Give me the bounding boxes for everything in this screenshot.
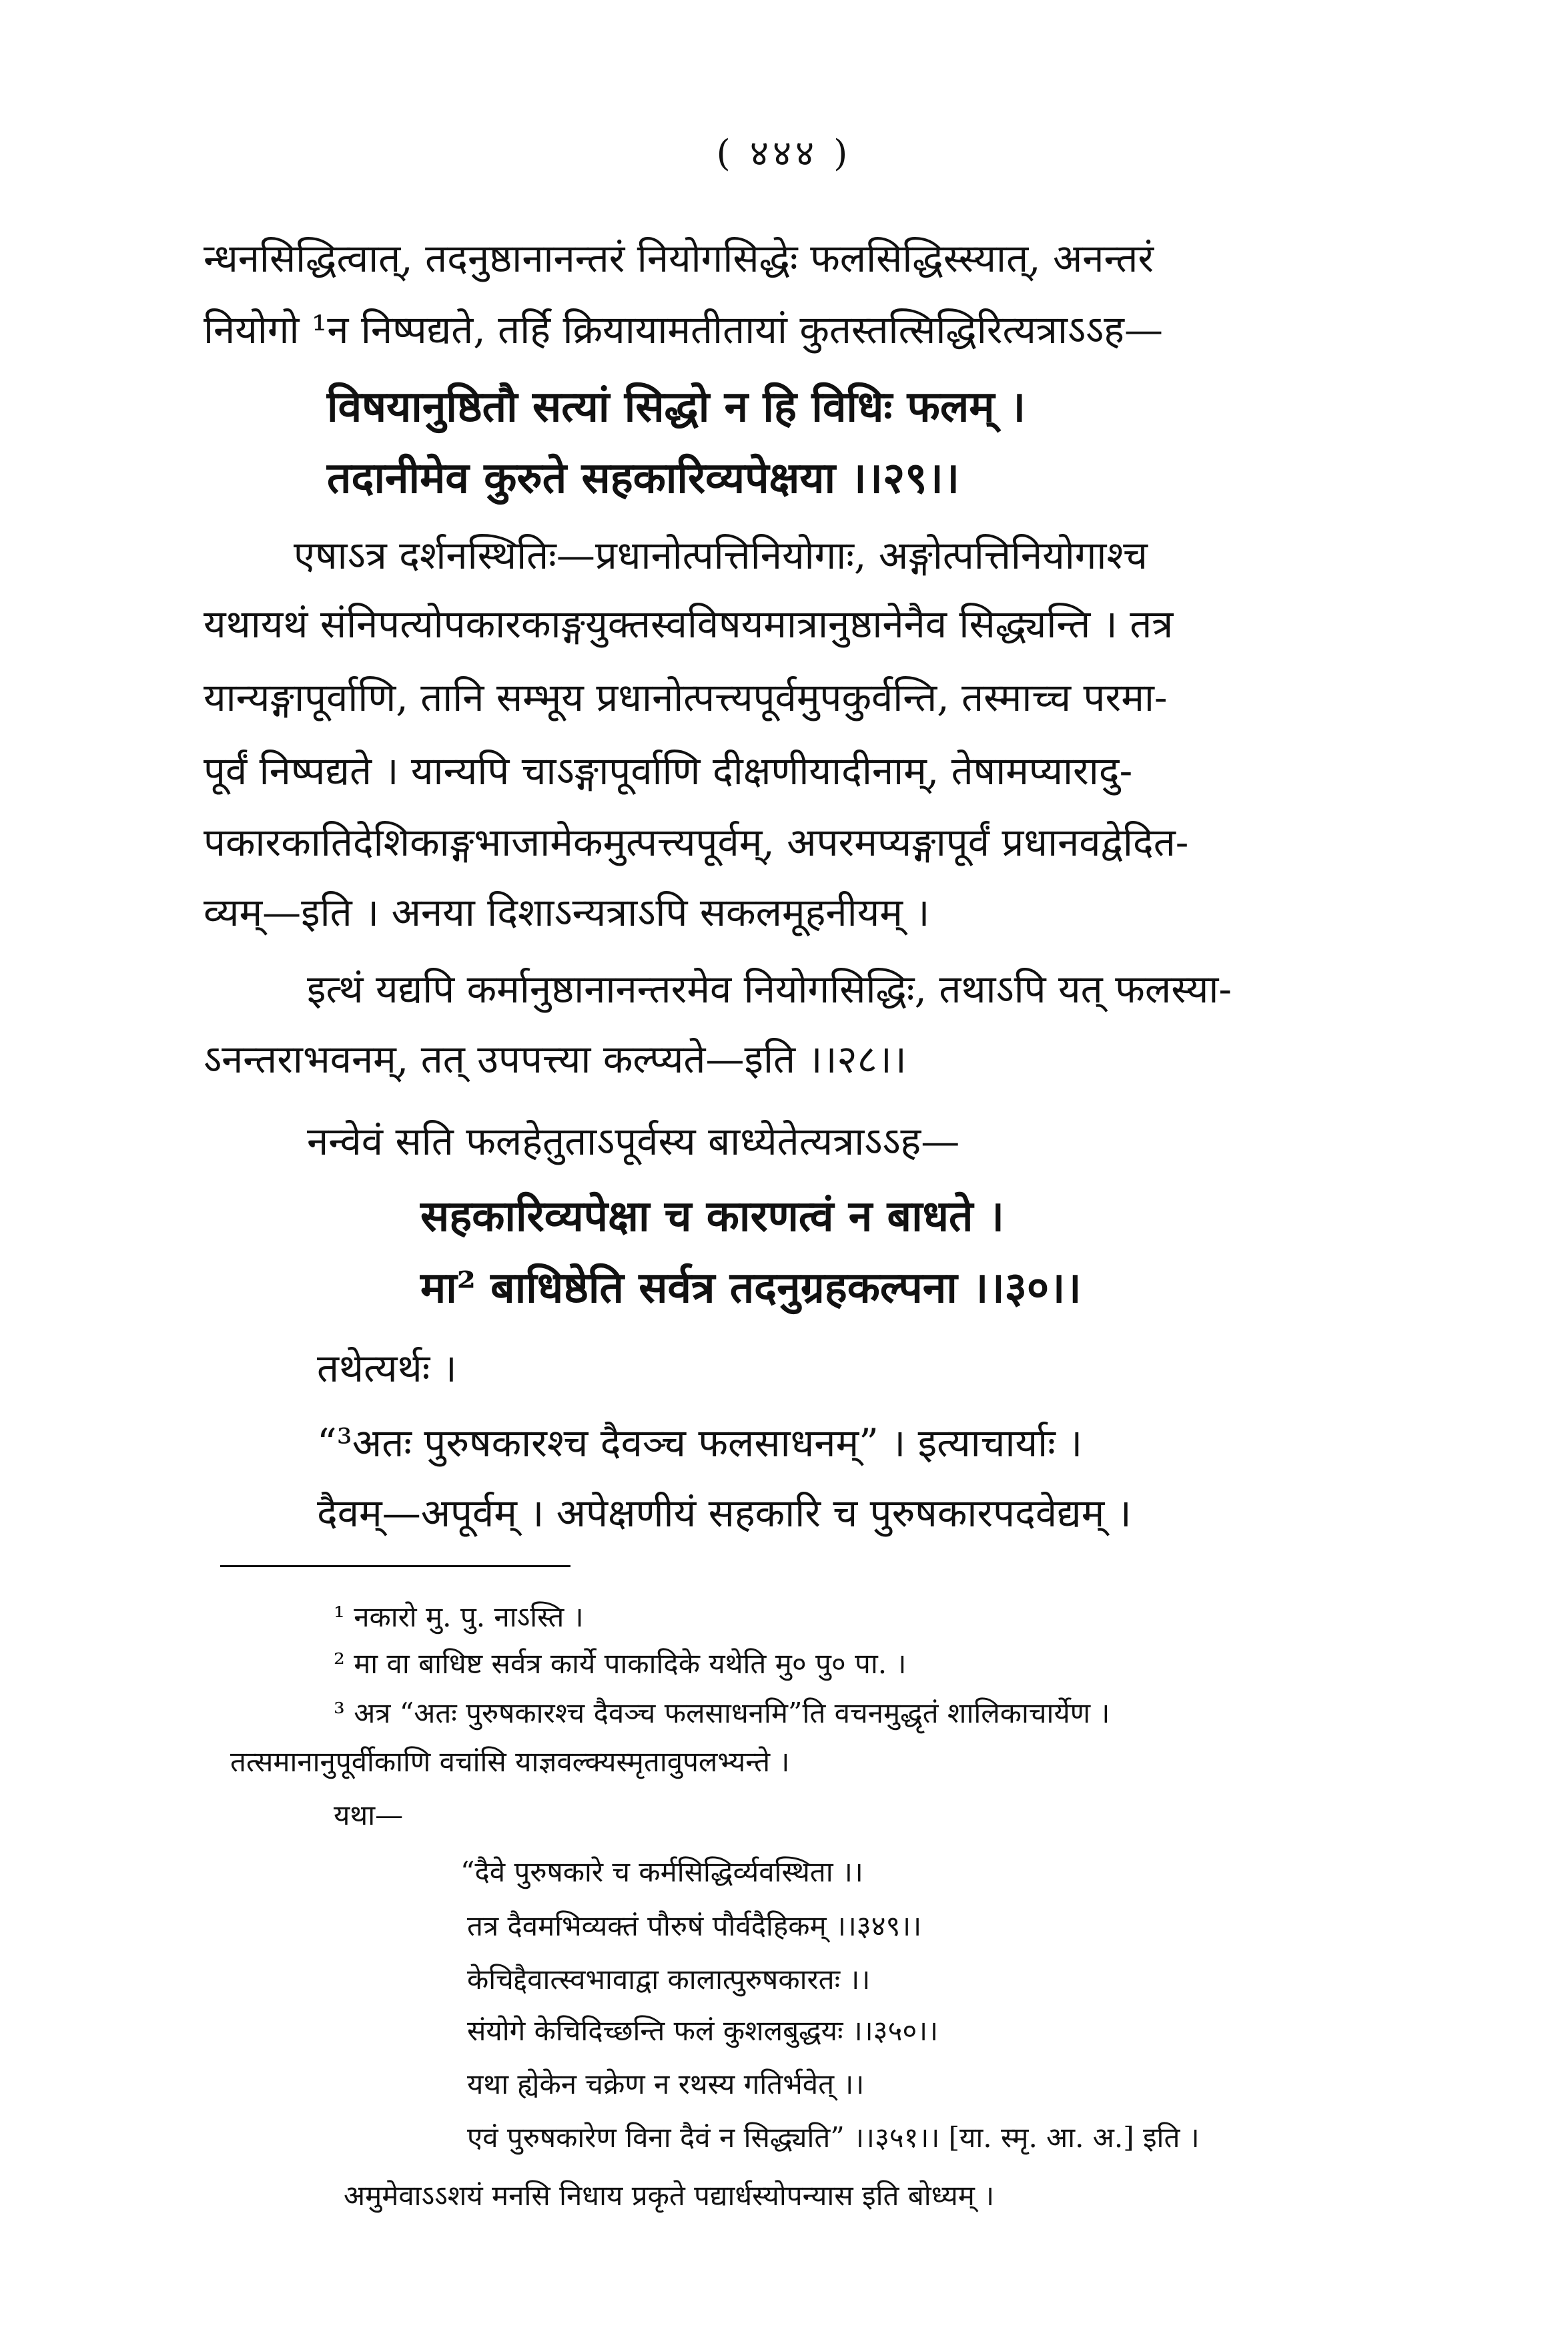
verse-line: तदानीमेव कुरुते सहकारिव्यपेक्षया ।।२९।। [327,453,959,503]
commentary-line: एषाऽत्र दर्शनस्थितिः—प्रधानोत्पत्तिनियोगाः, अङ्गोत्पत्तिनियोगाश्च [294,533,1148,578]
footnote: ¹ नकारो मु. पु. नाऽस्ति । [334,1600,584,1633]
commentary-line: यान्यङ्गापूर्वाणि, तानि सम्भूय प्रधानोत्पत्त्यपूर्वमुपकुर्वन्ति, तस्माच्च परमा- [204,675,1168,720]
footnote: यथा— [334,1799,404,1831]
footnote-verse-line: केचिद्दैवात्स्वभावाद्वा कालात्पुरुषकारतः ।। [467,1963,871,1996]
page-number: ( ४४४ ) [716,132,852,174]
commentary-line: ऽनन्तराभवनम्, तत् उपपत्त्या कल्प्यते—इति ।।२८।। [204,1037,907,1082]
footnote-verse-line: तत्र दैवमभिव्यक्तं पौरुषं पौर्वदैहिकम् ।।३४९।। [467,1910,922,1942]
footnote-verse-line: संयोगे केचिदिच्छन्ति फलं कुशलबुद्धयः ।।३५०।। [467,2014,939,2047]
footnote: तत्समानानुपूर्वीकाणि वचांसि याज्ञवल्क्यस्मृतावुपलभ्यन्ते । [230,1745,790,1778]
verse-intro: नन्वेवं सति फलहेतुताऽपूर्वस्य बाध्येतेत्यत्राऽऽह— [307,1119,960,1164]
tail-line: तथेत्यर्थः । [317,1346,457,1391]
body-line: नियोगो ¹न निष्पद्यते, तर्हि क्रियायामतीतायां कुतस्तत्सिद्धिरित्यत्राऽऽह— [204,307,1163,352]
commentary-line: पकारकातिदेशिकाङ्गभाजामेकमुत्पत्त्यपूर्वम्, अपरमप्यङ्गापूर्वं प्रधानवद्वेदित- [204,820,1189,865]
commentary-line: व्यम्—इति । अनया दिशाऽन्यत्राऽपि सकलमूहनीयम् । [204,890,930,935]
footnote-rule [220,1565,570,1567]
tail-line: दैवम्—अपूर्वम् । अपेक्षणीयं सहकारि च पुरुषकारपदवेद्यम् । [317,1490,1132,1536]
verse-line: मा² बाधिष्ठेति सर्वत्र तदनुग्रहकल्पना ।।३०।। [420,1263,1082,1313]
body-line: न्धनसिद्धित्वात्, तदनुष्ठानानन्तरं नियोगसिद्धेः फलसिद्धिस्स्यात्, अनन्तरं [204,236,1154,281]
footnote: ² मा वा बाधिष्ट सर्वत्र कार्ये पाकादिके यथेति मु० पु० पा. । [334,1647,907,1680]
footnote: ³ अत्र “अतः पुरुषकारश्च दैवञ्च फलसाधनमि”ति वचनमुद्धृतं शालिकाचार्येण । [334,1697,1110,1729]
commentary-line: यथायथं संनिपत्योपकारकाङ्गयुक्तस्वविषयमात्रानुष्ठानेनैव सिद्ध्यन्ति । तत्र [204,601,1174,647]
tail-line: “³अतः पुरुषकारश्च दैवञ्च फलसाधनम्” । इत्याचार्याः । [317,1420,1083,1466]
verse-line: सहकारिव्यपेक्षा च कारणत्वं न बाधते । [420,1191,1005,1241]
footnote-verse-line: एवं पुरुषकारेण विना दैवं न सिद्ध्यति” ।।३५१।। [या. स्मृ. आ. अ.] इति । [467,2121,1200,2154]
footnote-verse-line: यथा ह्येकेन चक्रेण न रथस्य गतिर्भवेत् ।। [467,2068,865,2100]
footnote-verse-line: “दैवे पुरुषकारे च कर्मसिद्धिर्व्यवस्थिता ।। [460,1855,863,1888]
commentary-line: इत्थं यद्यपि कर्मानुष्ठानानन्तरमेव नियोगसिद्धिः, तथाऽपि यत् फलस्या- [307,966,1232,1012]
verse-line: विषयानुष्ठितौ सत्यां सिद्धो न हि विधिः फलम् । [327,382,1026,432]
closing-note: अमुमेवाऽऽशयं मनसि निधाय प्रकृते पद्यार्धस्योपन्यास इति बोध्यम् । [344,2179,995,2212]
commentary-line: पूर्वं निष्पद्यते । यान्यपि चाऽङ्गापूर्वाणि दीक्षणीयादीनाम्, तेषामप्यारादु- [204,748,1133,794]
